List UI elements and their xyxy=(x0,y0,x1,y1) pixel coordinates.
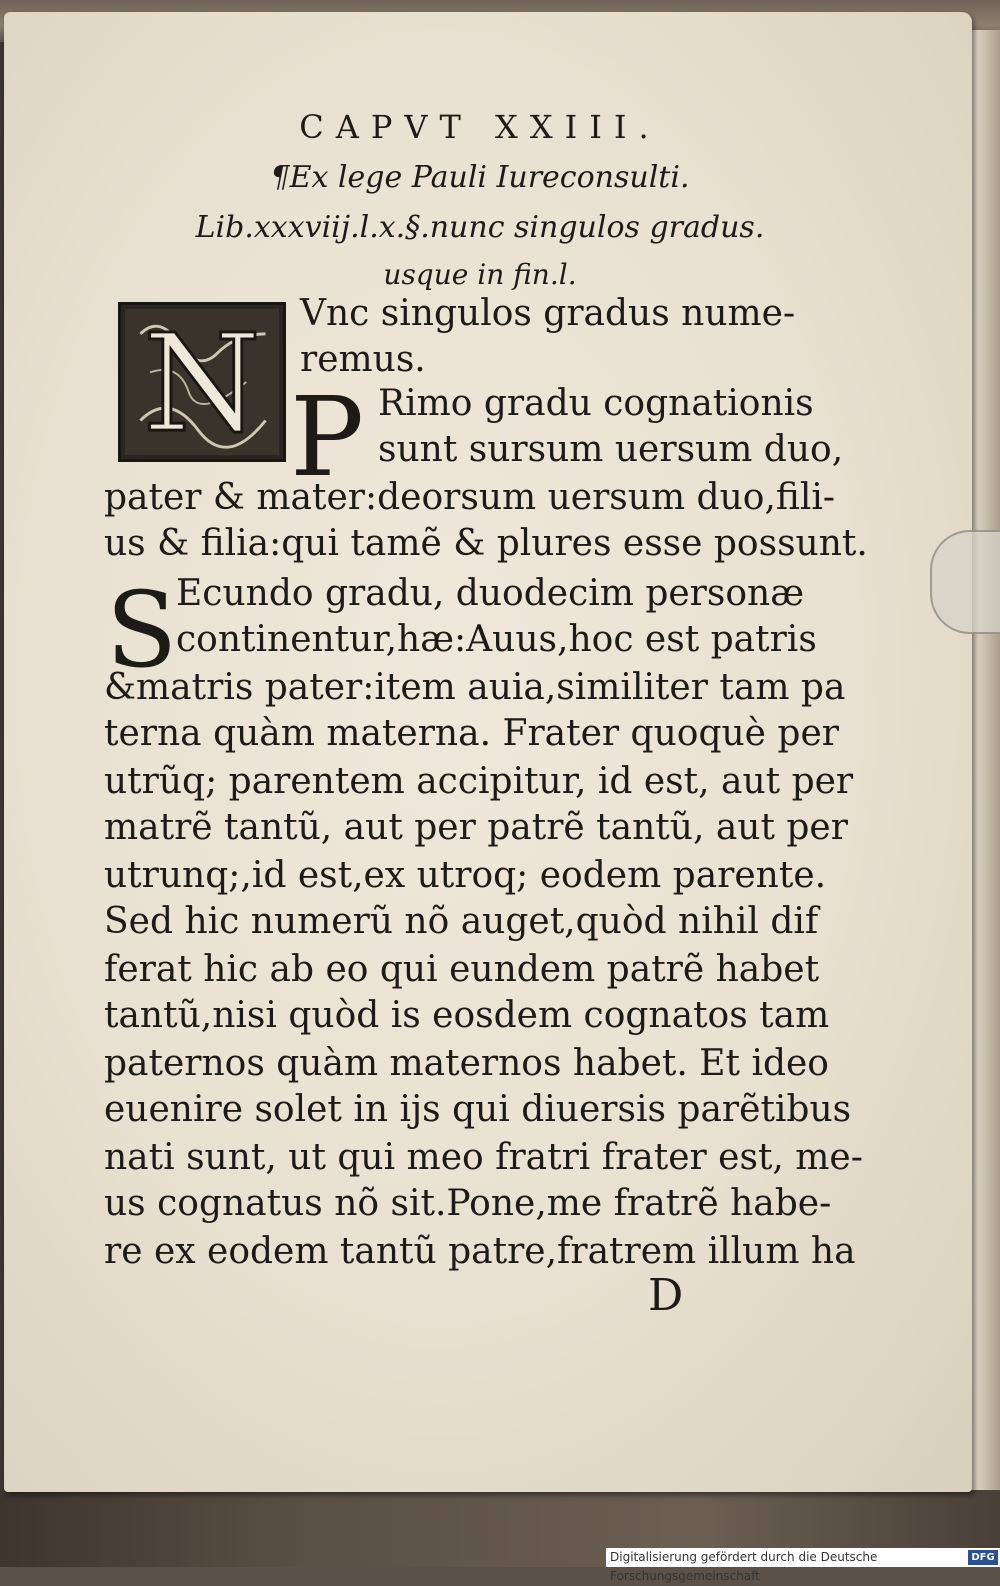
page-clip xyxy=(930,530,1000,634)
signature-mark: D xyxy=(648,1270,684,1321)
subheading-source: ¶Ex lege Pauli Iureconsulti. xyxy=(270,160,690,195)
text-line-12: matrẽ tantũ, aut per patrẽ tantũ, aut per xyxy=(104,807,848,848)
text-line-9: &matris pater:item auia,similiter tam pa xyxy=(104,667,846,708)
decorated-initial-n xyxy=(118,302,286,462)
text-line-6: us & filia:qui tamẽ & plures esse possunt. xyxy=(104,523,868,564)
ornament-icon xyxy=(121,305,283,459)
text-line-18: euenire solet in ijs qui diuersis parẽtibus xyxy=(104,1089,852,1130)
subheading-range: usque in fin.l. xyxy=(383,258,577,291)
text-line-5: pater & mater:deorsum uersum duo,fili- xyxy=(104,477,836,518)
dfg-logo-icon: DFG xyxy=(968,1550,998,1565)
text-line-19: nati sunt, ut qui meo fratri frater est, me- xyxy=(104,1137,863,1178)
text-line-21: re ex eodem tantũ patre,fratrem illum ha xyxy=(104,1231,856,1272)
text-line-8: continentur,hæ:Auus,hoc est patris xyxy=(176,619,817,660)
text-line-14: Sed hic numerũ nõ auget,quòd nihil dif xyxy=(104,901,819,942)
drop-letter-p: P xyxy=(290,373,365,501)
footer-text: Digitalisierung gefördert durch die Deutsche Forschungsgemeinschaft xyxy=(610,1550,878,1583)
text-line-20: us cognatus nõ sit.Pone,me fratrẽ habe- xyxy=(104,1183,832,1224)
text-line-4: sunt sursum uersum duo, xyxy=(378,429,844,470)
text-line-1: Vnc singulos gradus nume- xyxy=(300,293,796,334)
chapter-heading: CAPVT XXIII. xyxy=(299,108,661,146)
initial-letter: N xyxy=(143,305,261,459)
text-line-10: terna quàm materna. Frater quoquè per xyxy=(104,713,839,754)
text-line-3: Rimo gradu cognationis xyxy=(378,383,814,424)
text-line-17: paternos quàm maternos habet. Et ideo xyxy=(104,1043,829,1084)
text-line-15: ferat hic ab eo qui eundem patrẽ habet xyxy=(104,949,820,990)
text-line-7: Ecundo gradu, duodecim personæ xyxy=(176,573,805,614)
subheading-citation: Lib.xxxviij.l.x.§.nunc singulos gradus. xyxy=(195,210,765,245)
text-line-11: utrũq; parentem accipitur, id est, aut per xyxy=(104,761,854,802)
text-line-13: utrunq;,id est,ex utroq; eodem parente. xyxy=(104,855,827,896)
text-line-16: tantũ,nisi quòd is eosdem cognatos tam xyxy=(104,995,830,1036)
text-line-2: remus. xyxy=(300,339,426,380)
digitization-footer xyxy=(606,1548,1000,1583)
drop-letter-s: S xyxy=(106,569,178,691)
